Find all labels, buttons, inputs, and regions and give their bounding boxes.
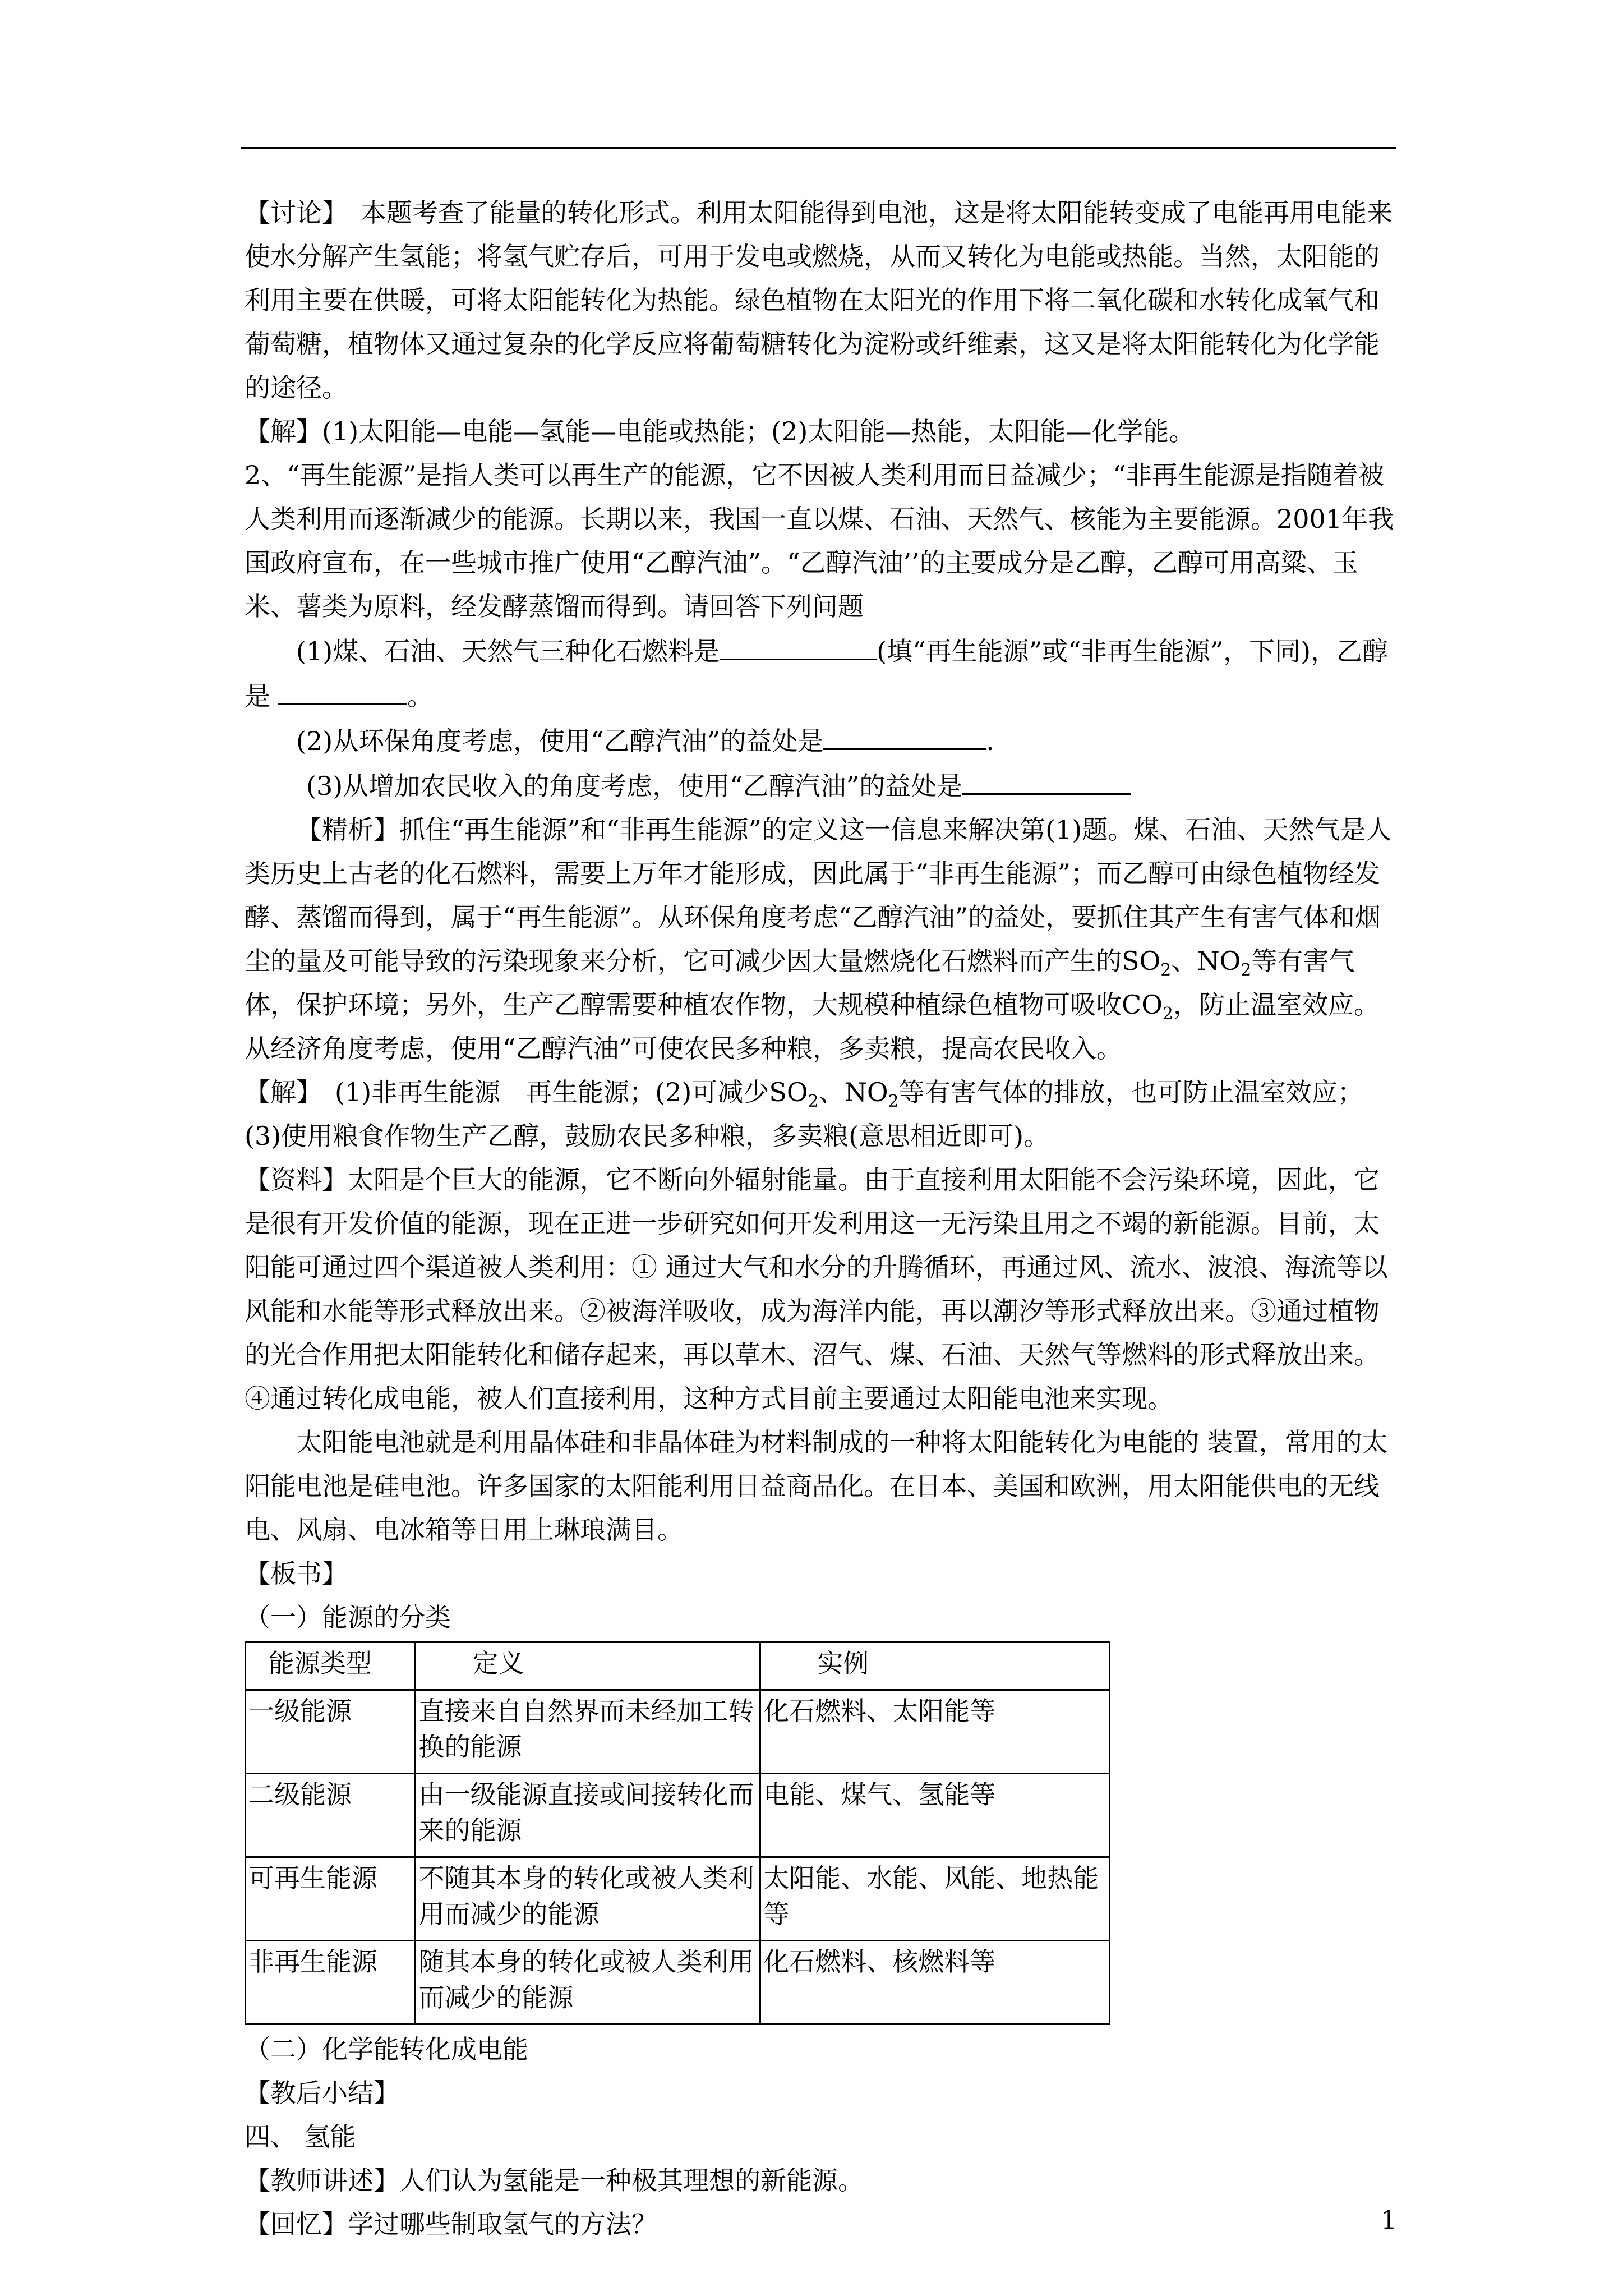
q2-2-text-a: (2)从环保角度考虑，使用“乙醇汽油”的益处是 <box>296 726 824 756</box>
section-chemical-to-electric: （二）化学能转化成电能 <box>245 2034 528 2064</box>
answer2-text-b: 、NO <box>818 1077 888 1107</box>
table-row <box>246 1690 1110 1774</box>
analysis-text-d: ，防止温室效应。从经济角度考虑，使用“乙醇汽油”可使农民多种粮，多卖粮，提高农民收入。 <box>245 990 1380 1064</box>
section-energy-classification: （一）能源的分类 <box>245 1602 451 1632</box>
subscript: 2 <box>1241 960 1252 981</box>
table-header-cell: 实例 <box>760 1642 1110 1690</box>
table-cell: 二级能源 <box>246 1774 416 1857</box>
table-cell: 非再生能源 <box>246 1941 416 2024</box>
table-cell: 随其本身的转化或被人类利用而减少的能源 <box>416 1941 760 2024</box>
table-header-row <box>246 1642 1110 1690</box>
answer-2 <box>245 1070 1396 1158</box>
analysis-text-c: 等有害气体，保护环境；另外，生产乙醇需要种植农作物，大规模种植绿色植物可吸收CO <box>245 946 1355 1020</box>
answer-blank[interactable] <box>823 718 986 750</box>
table-cell: 电能、煤气、氢能等 <box>760 1774 1110 1857</box>
answer-1: 【解】(1)太阳能—电能—氢能—电能或热能；(2)太阳能—热能，太阳能—化学能。 <box>245 416 1195 447</box>
analysis-text-b: 、NO <box>1171 946 1241 976</box>
answer-blank[interactable] <box>278 673 407 705</box>
table-cell: 一级能源 <box>246 1690 416 1774</box>
subscript: 2 <box>888 1092 899 1112</box>
table-header-cell: 能源类型 <box>246 1642 416 1690</box>
page-body <box>245 191 1396 2246</box>
question-2-part-1 <box>245 628 1396 718</box>
analysis-paragraph <box>245 808 1396 1070</box>
subscript: 2 <box>1160 960 1172 981</box>
table-row <box>246 1857 1110 1941</box>
board-heading: 【板书】 <box>245 1558 348 1589</box>
table-cell: 可再生能源 <box>246 1857 416 1941</box>
table-cell: 化石燃料、太阳能等 <box>760 1690 1110 1774</box>
recall-question: 【回忆】学过哪些制取氢气的方法？ <box>245 2209 657 2239</box>
answer-blank[interactable] <box>962 763 1131 795</box>
analysis-text-a: 【精析】抓住“再生能源”和“非再生能源”的定义这一信息来解决第(1)题。煤、石油、天然气是人类历史上古老的化石燃料，需要上万年才能形成，因此属于“非再生能源”；而乙醇可由绿色植物经发酵、蒸馏而得到，属于“再生能源”。从环保角度考虑“乙醇汽油”的益处，要抓住其产生有害气体和烟尘的量及可能导致的污染现象来分析，它可减少因大量燃烧化石燃料而产生的SO <box>245 815 1392 976</box>
solar-cell-paragraph: 太阳能电池就是利用晶体硅和非晶体硅为材料制成的一种将太阳能转化为电能的 装置，常用的太阳能电池是硅电池。许多国家的太阳能利用日益商品化。在日本、美国和欧洲，用太阳能供电的无线电、风扇、电冰箱等日用上琳琅满目。 <box>245 1427 1388 1545</box>
table-row <box>246 1774 1110 1857</box>
table-cell: 太阳能、水能、风能、地热能等 <box>760 1857 1110 1941</box>
q2-1-text-b: (填“再生能源”或“非再生能源”，下同)，乙醇是 <box>245 636 1389 711</box>
answer2-text-c: 等有害气体的排放，也可防止温室效应；(3)使用粮食作物生产乙醇，鼓励农民多种粮，多卖粮(意思相近即可)。 <box>245 1077 1363 1151</box>
q2-1-text-a: (1)煤、石油、天然气三种化石燃料是 <box>296 636 720 666</box>
q2-1-text-c: 。 <box>407 681 433 711</box>
table-cell: 不随其本身的转化或被人类利用而减少的能源 <box>416 1857 760 1941</box>
table-header-cell: 定义 <box>416 1642 760 1690</box>
answer2-text-a: 【解】 (1)非再生能源 再生能源；(2)可减少SO <box>245 1077 808 1107</box>
energy-classification-table <box>245 1641 1110 2025</box>
table-cell: 直接来自自然界而未经加工转换的能源 <box>416 1690 760 1774</box>
q2-3-text-a: (3)从增加农民收入的角度考虑，使用“乙醇汽油”的益处是 <box>306 771 963 801</box>
table-row <box>246 1941 1110 2024</box>
answer-blank[interactable] <box>720 628 877 660</box>
material-paragraph: 【资料】太阳是个巨大的能源，它不断向外辐射能量。由于直接利用太阳能不会污染环境，因此，它是很有开发价值的能源，现在正进一步研究如何开发利用这一无污染且用之不竭的新能源。目前，太阳能可通过四个渠道被人类利用：① 通过大气和水分的升腾循环，再通过风、流水、波浪、海流等以风能和水能等形式释放出来。②被海洋吸收，成为海洋内能，再以潮汐等形式释放出来。③通过植物的光合作用把太阳能转化和储存起来，再以草木、沼气、煤、石油、天然气等燃料的形式释放出来。④通过转化成电能，被人们直接利用，这种方式目前主要通过太阳能电池来实现。 <box>245 1165 1388 1414</box>
question-2-part-2 <box>245 718 1396 763</box>
question-2-part-3 <box>245 763 1396 808</box>
subscript: 2 <box>808 1092 819 1112</box>
subscript: 2 <box>1162 1004 1174 1024</box>
post-lesson-summary: 【教后小结】 <box>245 2078 399 2108</box>
teacher-lecture: 【教师讲述】人们认为氢能是一种极其理想的新能源。 <box>245 2165 864 2196</box>
table-cell: 化石燃料、核燃料等 <box>760 1941 1110 2024</box>
part-4-heading: 四、 氢能 <box>245 2122 356 2152</box>
discussion-paragraph: 【讨论】 本题考查了能量的转化形式。利用太阳能得到电池，这是将太阳能转变成了电能再用电能来使水分解产生氢能；将氢气贮存后，可用于发电或燃烧，从而又转化为电能或热能。当然，太阳能的利用主要在供暖，可将太阳能转化为热能。绿色植物在太阳光的作用下将二氧化碳和水转化成氧气和葡萄糖，植物体又通过复杂的化学反应将葡萄糖转化为淀粉或纤维素，这又是将太阳能转化为化学能的途径。 <box>245 197 1393 403</box>
header-rule <box>241 147 1396 149</box>
page-number: 1 <box>1381 2205 1398 2235</box>
q2-2-text-b: . <box>986 726 994 756</box>
table-cell: 由一级能源直接或间接转化而来的能源 <box>416 1774 760 1857</box>
question-2: 2、“再生能源”是指人类可以再生产的能源，它不因被人类利用而日益减少；“非再生能源是指随着被人类利用而逐渐减少的能源。长期以来，我国一直以煤、石油、天然气、核能为主要能源。2001年我国政府宣布，在一些城市推广使用“乙醇汽油”。“乙醇汽油’’的主要成分是乙醇，乙醇可用高粱、玉米、薯类为原料，经发酵蒸馏而得到。请回答下列问题 <box>245 460 1394 622</box>
